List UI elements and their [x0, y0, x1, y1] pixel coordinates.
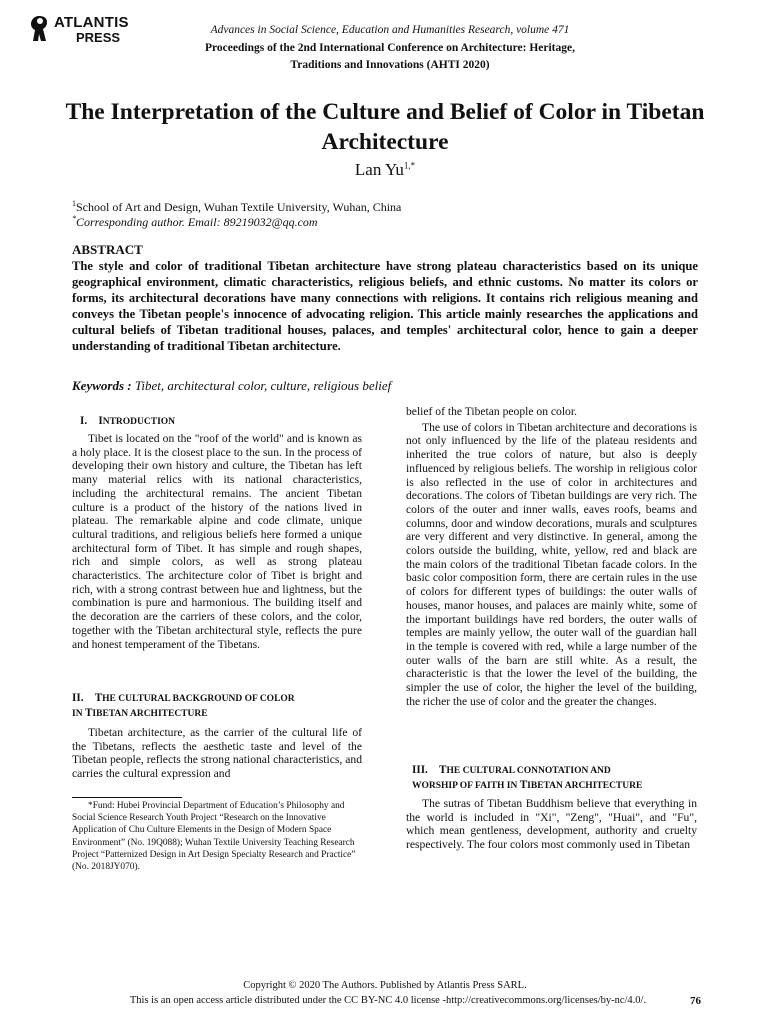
logo-word-press: PRESS — [76, 30, 121, 45]
paragraph-continuation: belief of the Tibetan people on color. — [406, 405, 577, 418]
affiliation-text: School of Art and Design, Wuhan Textile University, Wuhan, China — [76, 200, 402, 214]
section-title-part: IN — [72, 709, 85, 719]
section-heading-connotation — [412, 763, 702, 793]
abstract-heading: ABSTRACT — [72, 242, 143, 257]
section-cap: I — [98, 415, 103, 427]
page-number: 76 — [690, 995, 701, 1007]
author-line — [200, 160, 570, 180]
section-cap: T — [439, 764, 447, 776]
publisher-logo — [28, 14, 138, 48]
footnote-divider — [72, 797, 182, 798]
section-heading-background — [72, 691, 372, 721]
affiliation-sup: 1 — [72, 199, 76, 208]
author-name: Lan Yu — [354, 160, 404, 179]
section-cap: T — [94, 692, 103, 704]
paper-title: The Interpretation of the Culture and Belief of Color in Tibetan Architecture — [65, 99, 705, 155]
keywords-label: Keywords : — [72, 378, 132, 393]
keywords-value: Tibet, architectural color, culture, religious belief — [134, 378, 392, 393]
corresponding-author — [72, 214, 318, 230]
atlas-figure-icon — [28, 14, 50, 42]
logo-word-atlantis: ATLANTIS — [54, 14, 129, 31]
paragraph: The use of colors in Tibetan architecture and decorations is not only influenced by the life of the plateau residents and inherited the true colors of nature, but also is deeply influenced by religious beliefs. The worship in religious color is also reflected in the use of color in architectures and decorations. The colors of Tibetan buildings are very rich. The colors of the outer and inner walls, eaves roofs, beams and columns, door and window decorations, murals and sculptures are very different and very distinctive. In general, among the colors outside the building, white, yellow, red and black are the main colors of the traditional Tibetan facade colors. In the basic color composition form, there are certain rules in the use of colors for different types of buildings: the outer walls of houses, manor houses, and palaces are mainly white, some of the important buildings have red borders, the outer walls of temples are mainly yellow, the outer wall of the guardian hall in the temple is covered with red, while a large number of the outer walls of the barn are still white. As a result, the characteristic is that the lower the level of the building, the simpler the use of color, the higher the level of the building, the richer the use of color and the greater the changes. — [406, 420, 697, 708]
proceedings-line-2: Traditions and Innovations (AHTI 2020) — [290, 59, 490, 71]
connotation-body — [406, 797, 697, 852]
copyright-notice: Copyright © 2020 The Authors. Published by Atlantis Press SARL. — [243, 980, 527, 991]
section-title-rest: IBETAN ARCHITECTURE — [92, 709, 208, 719]
section-number: III. — [412, 764, 428, 776]
paragraph: Tibetan architecture, as the carrier of the cultural life of the Tibetans, reflects the aesthetic taste and level of the Tibetan people, reflects the strong national characteristics, and carries the cultural expression and — [72, 726, 362, 781]
section-cap: T — [84, 707, 93, 719]
abstract-text: The style and color of traditional Tibetan architecture have strong plateau characteristics based on its unique geographical environment, climatic characteristics, religious beliefs, and ethnic customs. No matter its colors or forms, its architectural decorations have many connections with religions. It contains rich religious meaning and conveys the Tibetan people's innocence of advocating religion. This article mainly researches the applications and cultural beliefs of Tibetan traditional houses, palaces, and temples' architectural color, hence to gain a deeper understanding of traditional Tibetan architecture. — [72, 259, 698, 353]
funding-footnote — [72, 800, 362, 873]
corresponding-sup: * — [72, 214, 76, 223]
section-number: II. — [72, 692, 84, 704]
background-body-continued — [406, 405, 697, 708]
section-title-part: HE CULTURAL BACKGROUND OF COLOR — [102, 694, 295, 704]
license-notice: This is an open access article distributed under the CC BY-NC 4.0 license -http://creativecommons.org/licenses/by-nc/4.0/. — [129, 995, 647, 1006]
proceedings-line-1: Proceedings of the 2nd International Conference on Architecture: Heritage, — [205, 42, 575, 54]
corresponding-text: Corresponding author. Email: 89219032@qq.com — [76, 215, 318, 229]
section-heading-introduction — [80, 414, 175, 429]
author-sup: 1,* — [403, 160, 416, 171]
journal-header: Advances in Social Science, Education and Humanities Research, volume 471 — [210, 24, 570, 36]
section-title-rest: NTRODUCTION — [102, 417, 176, 427]
section-cap: T — [519, 779, 528, 791]
affiliation — [72, 199, 401, 215]
section-title-part: WORSHIP OF FAITH IN — [412, 781, 520, 791]
section-title-part: HE CULTURAL CONNOTATION AND — [446, 766, 611, 776]
section-title-rest: IBETAN ARCHITECTURE — [527, 781, 643, 791]
paragraph: Tibet is located on the "roof of the world" and is known as a holy place. It is the closest place to the sun. In the process of developing their own history and culture, the Tibetan has left many material relics with its national characteristics, including the architectural remains. The ancient Tibetan culture is a product of the history of the nations lived in plateau. The remarkable alpine and code climate, unique cultural traditions, and religious beliefs here formed a unique architectural form of Tibet. It has simple and rough shapes, rich and simple colors, as well as strong plateau characteristics. The architecture color of Tibet is bright and rich, with a strong contrast between hue and lightness, but the combination is pure and harmonious. The building itself and the decoration are the carriers of these colors, and the color, together with the Tibetan architectural style, reflects the pure and honest temperament of the Tibetans. — [72, 432, 362, 651]
paragraph: The sutras of Tibetan Buddhism believe that everything in the world is included in "Xi", "Zeng", "Huai", and "Fu", which mean gentleness, development, authority and cruelty respectively. The four colors most commonly used in Tibetan — [406, 797, 697, 852]
footnote-text: *Fund: Hubei Provincial Department of Education’s Philosophy and Social Science Research Youth Project “Research on the Innovative Application of Chu Culture Elements in the Design of Modern Space Environment” (No. 19Q088); Wuhan Textile University Teaching Research Project “Patternized Design in Art Design Specialty Research and Practice” (No. 2018JY070). — [72, 801, 356, 873]
keywords — [72, 378, 391, 394]
section-number: I. — [80, 415, 88, 427]
background-body — [72, 726, 362, 781]
introduction-body — [72, 432, 362, 651]
